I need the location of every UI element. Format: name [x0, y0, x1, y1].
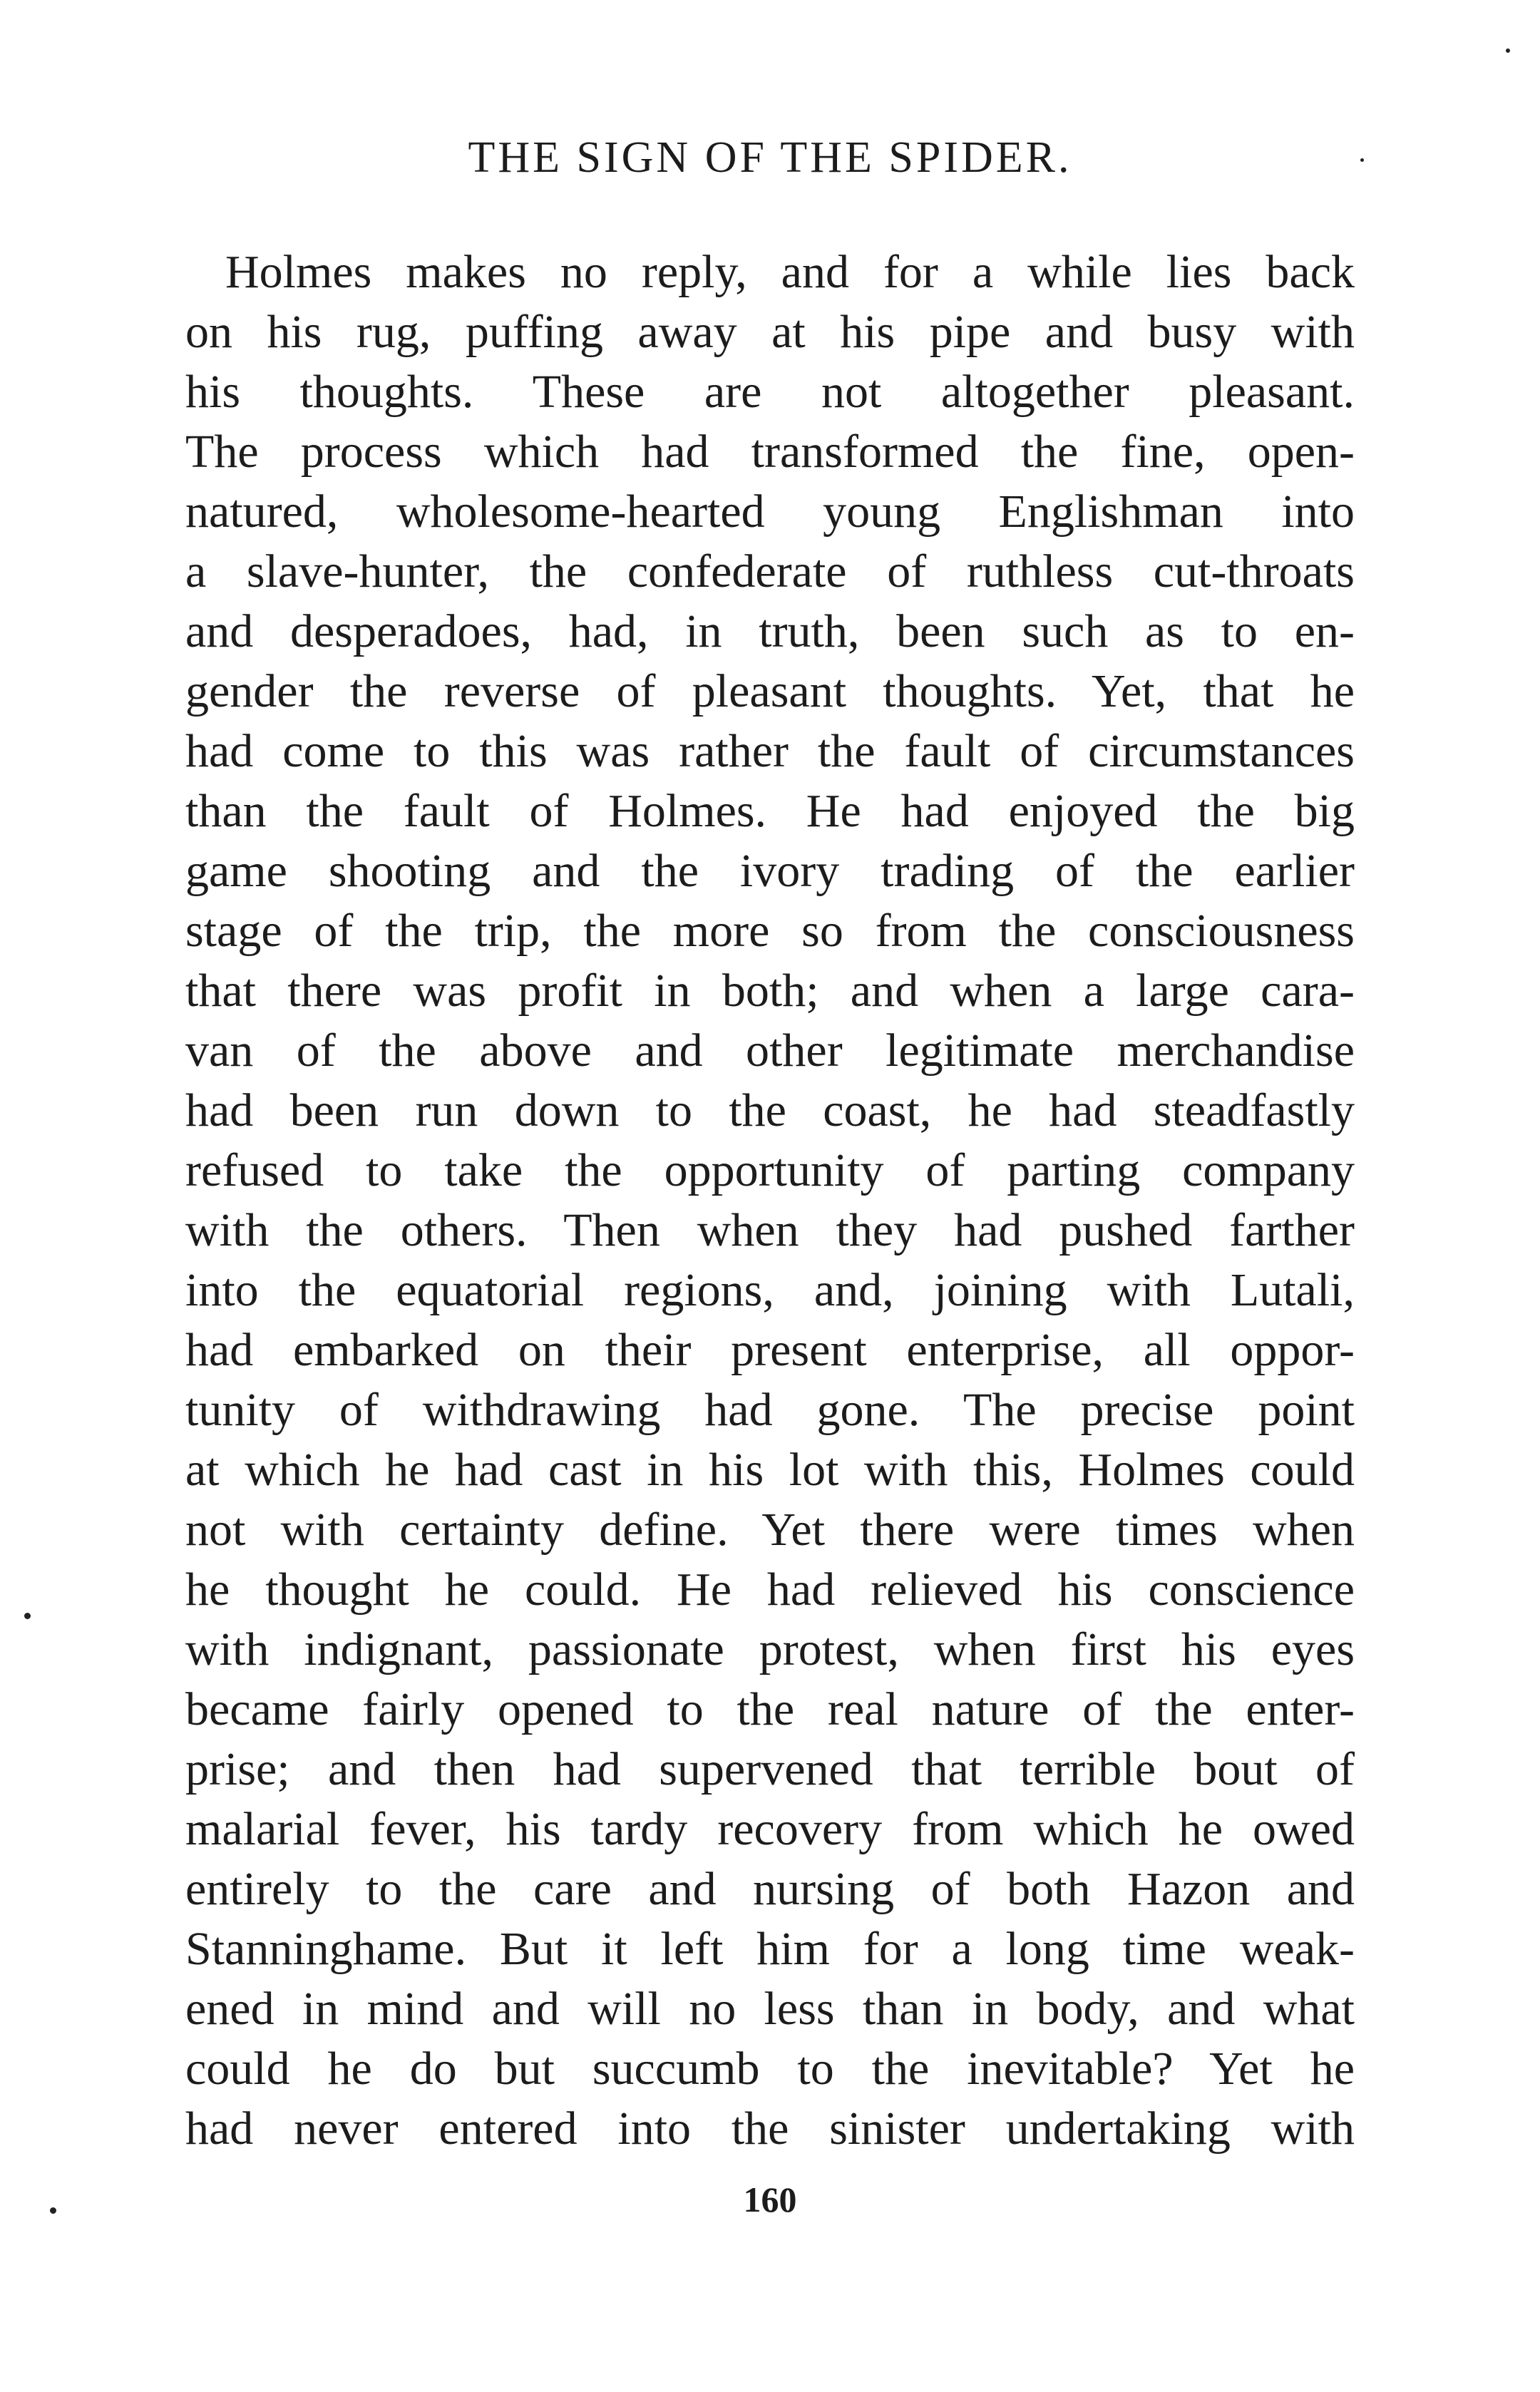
body-text: [185, 242, 1355, 2159]
text-line: into the equatorial regions, and, joining with Lutali,: [185, 1264, 1355, 1316]
text-line: entirely to the care and nursing of both Hazon and: [185, 1863, 1355, 1915]
text-line: had been run down to the coast, he had steadfastly: [185, 1084, 1355, 1136]
text-line: with the others. Then when they had pushed farther: [185, 1204, 1355, 1256]
scan-speck: [50, 2207, 56, 2214]
text-line: stage of the trip, the more so from the consciousness: [185, 905, 1355, 957]
text-line: ened in mind and will no less than in body, and what: [185, 1983, 1355, 2035]
text-line: he thought he could. He had relieved his conscience: [185, 1564, 1355, 1616]
text-line: The process which had transformed the fine, open-: [185, 426, 1355, 478]
text-line: van of the above and other legitimate merchandise: [185, 1025, 1355, 1077]
text-line: Stanninghame. But it left him for a long time weak-: [185, 1923, 1355, 1975]
text-line: his thoughts. These are not altogether pleasant.: [185, 366, 1355, 418]
page-number: 160: [743, 2180, 797, 2219]
text-line: prise; and then had supervened that terrible bout of: [185, 1743, 1355, 1795]
text-line: than the fault of Holmes. He had enjoyed the big: [185, 785, 1355, 837]
text-line: had never entered into the sinister undertaking with: [185, 2103, 1355, 2155]
running-head: THE SIGN OF THE SPIDER.: [468, 133, 1072, 182]
text-line: with indignant, passionate protest, when first his eyes: [185, 1623, 1355, 1675]
scan-speck: [1506, 48, 1510, 53]
text-line: and desperadoes, had, in truth, been such as to en-: [185, 605, 1355, 657]
text-line: game shooting and the ivory trading of the earlier: [185, 845, 1355, 897]
text-line: became fairly opened to the real nature of the enter-: [185, 1683, 1355, 1735]
text-line: natured, wholesome-hearted young Englishman into: [185, 486, 1355, 538]
scan-speck: [24, 1613, 31, 1619]
scan-speck: [1360, 158, 1364, 162]
text-line: not with certainty define. Yet there were times when: [185, 1504, 1355, 1556]
text-line: could he do but succumb to the inevitable? Yet he: [185, 2043, 1355, 2095]
text-line: malarial fever, his tardy recovery from which he owed: [185, 1803, 1355, 1855]
text-line: Holmes makes no reply, and for a while lies back: [225, 246, 1355, 298]
text-line: had come to this was rather the fault of circumstances: [185, 725, 1355, 777]
text-line: on his rug, puffing away at his pipe and busy with: [185, 306, 1355, 358]
text-line: tunity of withdrawing had gone. The precise point: [185, 1384, 1355, 1436]
text-line: that there was profit in both; and when a large cara-: [185, 965, 1355, 1017]
text-line: gender the reverse of pleasant thoughts. Yet, that he: [185, 665, 1355, 717]
text-line: refused to take the opportunity of parting company: [185, 1144, 1355, 1196]
text-line: at which he had cast in his lot with this, Holmes could: [185, 1444, 1355, 1496]
text-line: a slave-hunter, the confederate of ruthless cut-throats: [185, 545, 1355, 597]
text-line: had embarked on their present enterprise, all oppor-: [185, 1324, 1355, 1376]
